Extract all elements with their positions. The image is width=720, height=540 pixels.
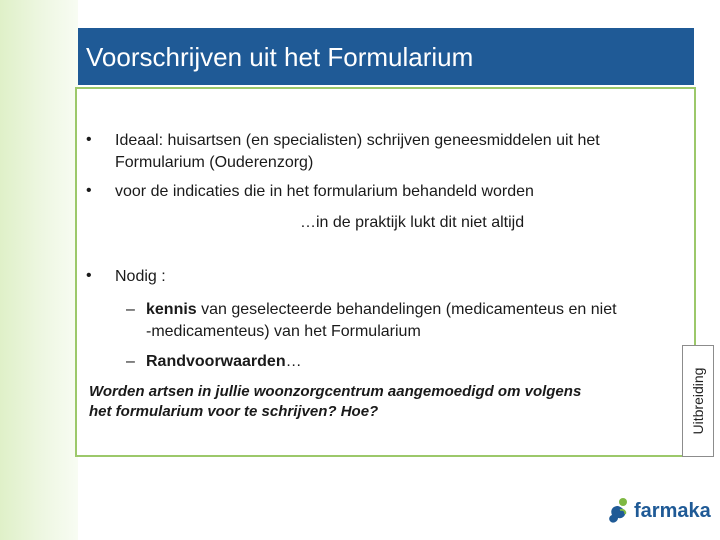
dash-marker: – [126, 301, 135, 318]
sub2-bold: Randvoorwaarden [146, 353, 286, 370]
bullet1-line2: Formularium (Ouderenzorg) [115, 154, 314, 171]
question-line2: het formularium voor te schrijven? Hoe? [89, 403, 379, 420]
farmaka-logo-text: farmaka [634, 500, 711, 522]
farmaka-logo [606, 497, 711, 527]
farmaka-logo-icon [606, 497, 632, 525]
bullet2-text: voor de indicaties die in het formularium behandeld worden [115, 183, 534, 200]
bullet3-text: Nodig : [115, 268, 166, 285]
discussion-question [89, 382, 581, 422]
title-bar [78, 28, 694, 85]
question-line1: Worden artsen in jullie woonzorgcentrum aangemoedigd om volgens [89, 383, 582, 400]
page-title: Voorschrijven uit het Formularium [86, 42, 474, 72]
side-tab-label: Uitbreiding [690, 367, 706, 435]
dash-marker: – [126, 353, 135, 370]
sub2-line [146, 352, 302, 372]
practice-note: …in de praktijk lukt dit niet altijd [300, 214, 525, 231]
left-decor-stripe [0, 0, 78, 540]
sub1-rest: van geselecteerde behandelingen (medicamenteus en niet [196, 301, 617, 318]
bullet-marker: • [86, 131, 92, 148]
bullet1-line1: Ideaal: huisartsen (en specialisten) schrijven geneesmiddelen uit het [115, 132, 600, 149]
bullet-marker: • [86, 182, 92, 199]
sub1-line1 [146, 300, 617, 320]
bullet-marker: • [86, 267, 92, 284]
sub1-line2: -medicamenteus) van het Formularium [146, 323, 421, 340]
sub1-bold: kennis [146, 301, 197, 318]
sub2-rest: … [285, 353, 302, 370]
side-tab [682, 345, 714, 457]
